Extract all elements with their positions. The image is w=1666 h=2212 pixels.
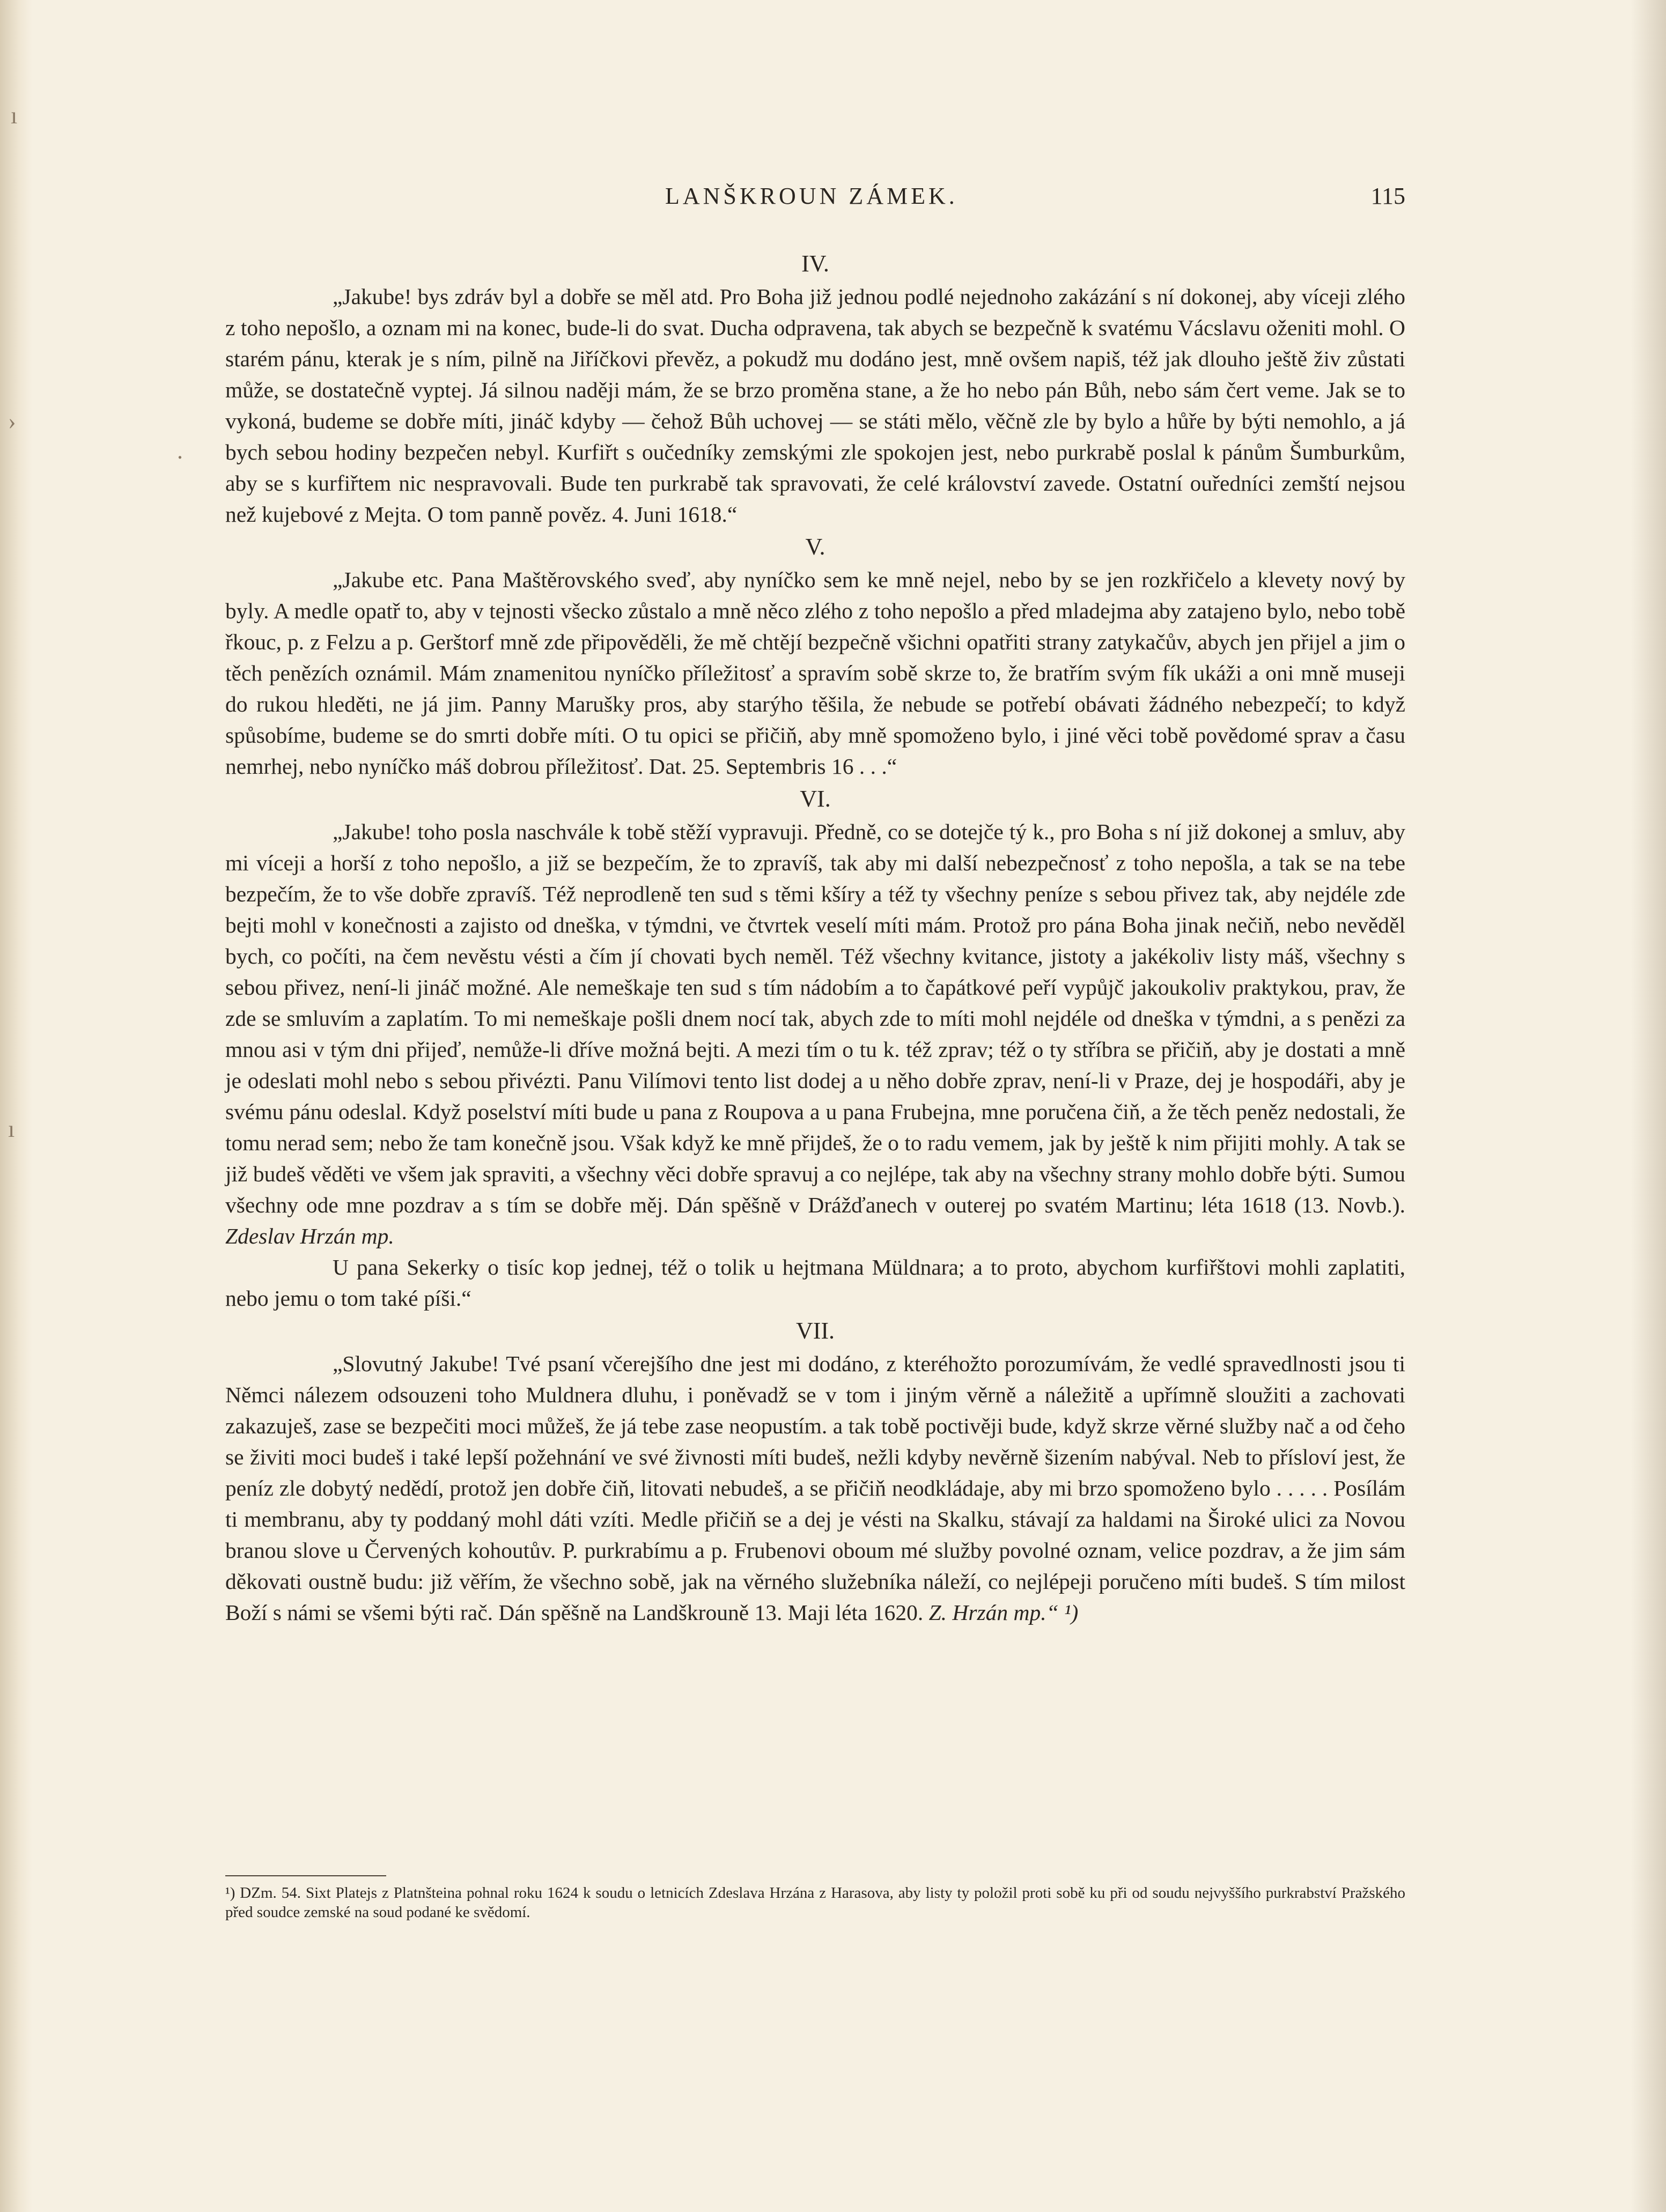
letter-paragraph (225, 1348, 1405, 1628)
page-header (225, 182, 1405, 220)
footnote-divider (225, 1875, 386, 1876)
page-fold (1631, 0, 1666, 2212)
letter-numeral: IV. (801, 250, 829, 277)
margin-mark: ı (8, 1116, 15, 1142)
letter-paragraph (225, 816, 1405, 1252)
letter-paragraph: „Jakube etc. Pana Maštěrovského sveď, aby nyníčko sem ke mně nejel, nebo by se jen rozkřičelo a klevety nový by byly. A medle opatř to, aby v tejnosti všecko zůstalo a mně něco zlého z toho nepošlo a před mladejma aby zatajeno bylo, nebo tobě řkouc, p. z Felzu a p. Gerštorf mně zde připověděli, že mě chtějí bezpečně všichni opatřiti strany zatykačův, abych jen přijel a jim o těch penězích oznámil. Mám znamenitou nyníčko příležitosť a spravím sobě skrze to, že bratřím svým fík ukáži a oni mně museji do rukou hleděti, ne já jim. Panny Marušky pros, aby starýho těšila, že nebude se potřebí obávati žádného nebezpečí; to když spůsobíme, budeme se do smrti dobře míti. O tu opici se přičiň, aby mně spomoženo bylo, i jiné věci tobě povědomé sprav a času nemrhej, nebo nyníčko máš dobrou příležitosť. Dat. 25. Septembris 16 . . .“ (225, 567, 1405, 779)
letter-paragraph-text: „Slovutný Jakube! Tvé psaní včerejšího dne jest mi dodáno, z kteréhožto porozumívám, že vedlé spravedlnosti jsou ti Němci nálezem odsouzeni toho Muldnera dluhu, i poněvadž se v tom i jiným věrně a náležitě a upřímně sloužiti a zachovati zakazuješ, zase se bezpečiti moci můžeš, že já tebe zase neopustím. a tak tobě poctivěji bude, když skrze věrné služby nač a od čeho se živiti moci budeš i také lepší požehnání ve své živnosti míti budeš, nežli kdyby nevěrně šizením nabýval. Neb to přísloví jest, že peníz zle dobytý nedědí, protož jen dobře čiň, litovati nebudeš, a se přičiň neodkládaje, aby mi brzo spomoženo bylo . . . . . Posílám ti membranu, aby ty poddaný mohl dáti vzíti. Medle přičiň se a dej je vésti na Skalku, stávají za haldami na Široké ulici za Novou branou slove u Červených kohoutův. P. purkrabímu a p. Frubenovi oboum mé služby povolné oznam, velice pozdrav, a že jim sám děkovati oustně budu: již věřím, že všechno sobě, jak na věrného služebníka náleží, co nejlépeji poručeno míti budeš. S tím milost Boží s námi se všemi býti rač. Dán spěšně na Landškrouně 13. Maji léta 1620. (225, 1351, 1405, 1625)
page-edge (0, 0, 32, 2212)
letter-numeral: VI. (800, 786, 831, 812)
main-text (225, 247, 1405, 1628)
letter-paragraph-text: „Jakube! toho posla naschvále k tobě stěží vypravuji. Předně, co se dotejče tý k., pro Boha s ní již dokonej a smluv, aby mi víceji a horší z toho nepošlo, a již se bezpečím, že to zpravíš, tak aby mi další nebezpečnosť z toho nepošla, a tak se na tebe bezpečím, že to vše dobře zpravíš. Též neprodleně ten sud s těmi kšíry a též ty všechny peníze s sebou přivez tak, aby nejdéle zde bejti mohl v konečnosti a zajisto od dneška, v týmdni, ve čtvrtek veselí míti mám. Protož pro pána Boha jinak nečiň, nebo nevěděl bych, co počíti, na čem nevěstu vésti a čím jí chovati bych neměl. Též všechny kvitance, jistoty a jakékoliv listy máš, všechny s sebou přivez, není-li jináč možné. Ale nemeškaje ten sud s tím nádobím a to čapátkové peří vypůjč jakoukoliv praktykou, prav, že zde se smluvím a zaplatím. To mi nemeškaje pošli dnem nocí tak, abych zde to míti mohl nejdéle od dneška v týmdni, a s penězi za mnou asi v tým dni přijeď, nemůže-li dříve možná bejti. A mezi tím o tu k. též zprav; též o ty stříbra se přičiň, aby je dostati a mně je odeslati mohl nebo s sebou přivézti. Panu Vilímovi tento list dodej a u něho dobře zprav, není-li v Praze, dej je hospodáři, aby je svému pánu odeslal. Když poselství míti bude u pana z Roupova a u pana Frubejna, mne poručena čiň, a že těch peněz nedostali, že tomu nerad sem; nebo že tam konečně jsou. Však když ke mně přijdeš, že o to radu vemem, jak by ještě k nim přijiti mohly. A tak se již budeš věděti ve všem jak spraviti, a všechny věci dobře spravuj a co nejlépe, tak aby na všechny strany mohlo dobře býti. Sumou všechny ode mne pozdrav a s tím se dobře měj. Dán spěšně v Drážďanech v outerej po svatém Martinu; léta 1618 (13. Novb.). (225, 819, 1405, 1217)
letter-numeral: VII. (795, 1318, 835, 1344)
letter-vi (225, 783, 1405, 1314)
letter-iv (225, 248, 1405, 530)
page-number: 115 (1370, 183, 1405, 209)
running-title: LANŠKROUN ZÁMEK. (665, 183, 958, 209)
signature: Z. Hrzán mp.“ ¹) (928, 1600, 1079, 1625)
letter-paragraph: U pana Sekerky o tisíc kop jednej, též o tolik u hejtmana Müldnara; a to proto, abychom kurfiřštovi mohli zaplatiti, nebo jemu o tom také píši.“ (225, 1255, 1405, 1311)
letter-numeral: V. (805, 534, 825, 560)
footnote: ¹) DZm. 54. Sixt Platejs z Platnšteina pohnal roku 1624 k soudu o letnicích Zdeslava Hrzána z Harasova, aby listy ty položil proti sobě ku při od soudu nejvyššího purkrabství Pražského před soudce zemské na soud podané ke svědomí. (225, 1884, 1405, 1921)
letter-vii (225, 1315, 1405, 1628)
footnotes (225, 1883, 1405, 1922)
margin-mark: ı (11, 102, 18, 129)
letter-v (225, 531, 1405, 782)
margin-mark: . (177, 438, 183, 464)
margin-mark: › (8, 408, 16, 434)
signature: Zdeslav Hrzán mp. (225, 1224, 394, 1248)
letter-paragraph: „Jakube! bys zdráv byl a dobře se měl atd. Pro Boha již jednou podlé nejednoho zakázání s ní dokonej, aby víceji zlého z toho nepošlo, a oznam mi na konec, bude-li do svat. Ducha odpravena, tak abych se bezpečně k svatému Vácslavu oženiti mohl. O starém pánu, kterak je s ním, pilně na Jiříčkovi převěz, a pokudž mu dodáno jest, mně ovšem napiš, též jak dlouho ještě živ zůstati může, se dostatečně vyptej. Já silnou naději mám, že se brzo proměna stane, a že ho nebo pán Bůh, nebo sám čert veme. Jak se to vykoná, budeme se dobře míti, jináč kdyby — čehož Bůh uchovej — se státi mělo, věčně zle by bylo a hůře by býti nemohlo, a já bych sebou hodiny bezpečen nebyl. Kurfiřt s oučedníky zemskými zle spokojen jest, nebo purkrabě poslal k pánům Šumburkům, aby se s kurfiřtem nic nespravovali. Bude ten purkrabě tak spravovati, že celé království zavede. Ostatní ouředníci zemští nejsou než kujebové z Mejta. O tom panně pověz. 4. Juni 1618.“ (225, 284, 1405, 527)
